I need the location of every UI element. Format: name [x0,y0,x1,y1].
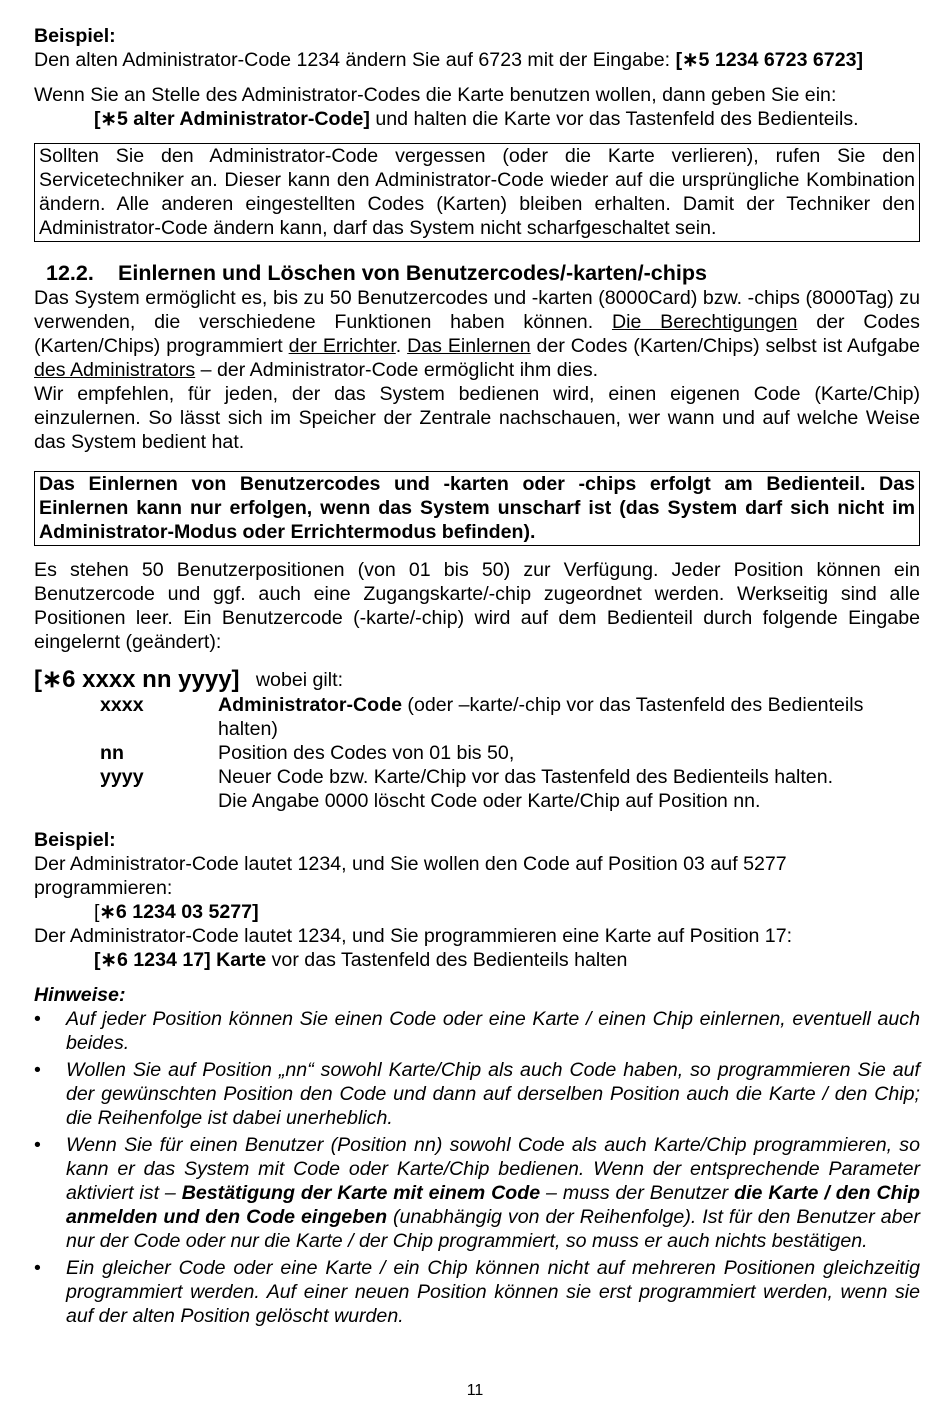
example1-command: [∗5 1234 6723 6723] [675,49,864,71]
example1-line: Den alten Administrator-Code 1234 ändern Sie auf 6723 mit der Eingabe: [∗5 1234 6723 6723] [34,49,864,71]
bullet-icon: • [34,1008,41,1030]
hints-heading: Hinweise: [34,984,126,1006]
list-item: • Auf jeder Position können Sie einen Code oder eine Karte / einen Chip einlernen, eventuell auch beides. [34,1008,920,1054]
command-syntax: [∗6 xxxx nn yyyy] [34,666,240,693]
example2-line2: Der Administrator-Code lautet 1234, und Sie programmieren eine Karte auf Position 17: [34,925,793,947]
command-wobei: wobei gilt: [255,669,344,691]
document-page [34,24,920,1331]
list-item: • Wollen Sie auf Position „nn“ sowohl Karte/Chip als auch Code haben, so programmieren Sie auf der gewünschten Position den Code und dann auf derselben Position auch die Karte / den Chip; die Reihenfolge ist dabei unerheblich. [34,1059,920,1129]
example2-command2: [∗6 1234 17] Karte vor das Tastenfeld des Bedienteils halten [94,949,628,971]
example2-command1: [∗6 1234 03 5277] [94,901,259,923]
list-item: • Ein gleicher Code oder eine Karte / ein Chip können nicht auf mehreren Positionen gleichzeitig programmiert werden. Auf einer neuen Position können sie erst programmiert werden, wenn sie auf der alten Position gelöscht wurden. [34,1257,920,1327]
intro-paragraph: Das System ermöglicht es, bis zu 50 Benutzercodes und -karten (8000Card) bzw. -chips (8000Tag) zu verwenden, die verschiedene Funktionen haben können. Die Berechtigungen der Codes (Karten/Chips) programmiert der Errichter. Das Einlernen der Codes (Karten/Chips) selbst ist Aufgabe des Administrators – der Administrator-Code ermöglicht ihm dies. [34,287,920,381]
page-number: 11 [466,1382,484,1399]
section-title: Einlernen und Löschen von Benutzercodes/-karten/-chips [118,261,707,285]
recommendation-paragraph: Wir empfehlen, für jeden, der das System bedienen wird, einen eigenen Code (Karte/Chip) einzulernen. So lässt sich im Speicher der Zentrale nachschauen, wer wann und auf welche Weise das System bedient hat. [34,383,920,453]
definition-row: nn Position des Codes von 01 bis 50, [100,742,515,764]
example2-line1: Der Administrator-Code lautet 1234, und Sie wollen den Code auf Position 03 auf 5277 programmieren: [34,853,787,899]
definition-row: xxxx Administrator-Code (oder –karte/-chip vor das Tastenfeld des Bedienteils halten) [100,694,864,740]
section-heading [34,260,920,286]
note-box-forgotten-code: Sollten Sie den Administrator-Code vergessen (oder die Karte verlieren), rufen Sie den Servicetechniker an. Dieser kann den Administrator-Code wieder auf die ursprüngliche Kombination ändern. Alle anderen eingestellten Codes (Karten) bleiben erhalten. Damit der Techniker den Administrator-Code ändern kann, darf das System nicht scharfgeschaltet sein. [34,143,920,242]
card-instruction-command: [∗5 alter Administrator-Code] und halten die Karte vor das Tastenfeld des Bedienteils. [94,108,859,130]
example1-heading: Beispiel: [34,25,116,47]
hints-list [34,1007,920,1328]
definition-list [100,693,920,813]
command-syntax-line [34,668,920,693]
definition-row: yyyy Neuer Code bzw. Karte/Chip vor das Tastenfeld des Bedienteils halten. [100,766,834,788]
section-number: 12.2. [46,261,94,285]
bullet-icon: • [34,1059,41,1081]
positions-paragraph: Es stehen 50 Benutzerpositionen (von 01 bis 50) zur Verfügung. Jeder Position können ein Benutzercode und ggf. auch eine Zugangskarte/-chip zugeordnet werden. Werkseitig sind alle Positionen leer. Ein Benutzercode (-karte/-chip) wird auf dem Bedienteil durch folgende Eingabe eingelernt (geändert): [34,559,920,653]
list-item: • Wenn Sie für einen Benutzer (Position nn) sowohl Code als auch Karte/Chip programmieren, so kann er das System mit Code oder Karte/Chip bedienen. Wenn der entsprechende Parameter aktiviert ist – Bestätigung der Karte mit einem Code – muss der Benutzer die Karte / den Chip anmelden und den Code eingeben (unabhängig von der Reihenfolge). Ist für den Benutzer aber nur der Code oder nur die Karte / der Chip programmiert, so muss er auch nichts bestätigen. [34,1134,920,1252]
bullet-icon: • [34,1257,41,1279]
example2-heading: Beispiel: [34,829,116,851]
definition-row: Die Angabe 0000 löscht Code oder Karte/Chip auf Position nn. [218,790,761,812]
note-box-enrollment: Das Einlernen von Benutzercodes und -karten oder -chips erfolgt am Bedienteil. Das Einlernen kann nur erfolgen, wenn das System unscharf ist (das System darf sich nicht im Administrator-Modus oder Errichtermodus befinden). [34,471,920,546]
bullet-icon: • [34,1134,41,1156]
card-instruction-line: Wenn Sie an Stelle des Administrator-Codes die Karte benutzen wollen, dann geben Sie ein: [34,84,837,106]
